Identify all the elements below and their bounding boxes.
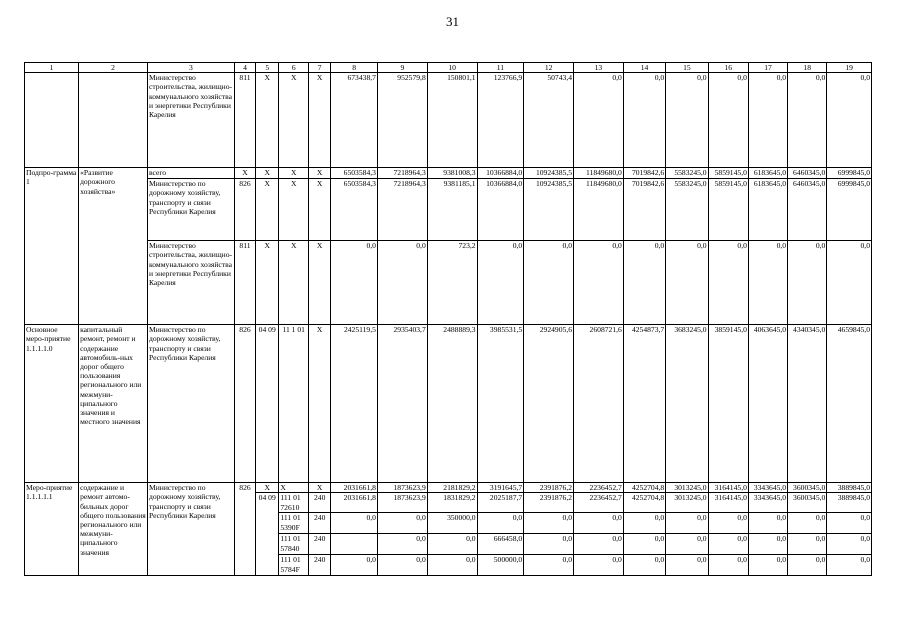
value-cell: 2025187,7 [477, 493, 524, 513]
value-cell: 7019842,6 [623, 179, 665, 241]
value-cell: 0,0 [666, 534, 708, 555]
value-cell: 5583245,0 [666, 179, 708, 241]
column-number-header: 12 [524, 63, 574, 73]
value-cell: 1873623,9 [377, 483, 427, 493]
value-cell: 673438,7 [331, 73, 378, 168]
value-cell: 0,0 [524, 555, 574, 576]
program-name-cell: Подпро-грамма 1 [25, 168, 79, 325]
value-cell: 0,0 [574, 534, 624, 555]
table-row [25, 179, 872, 241]
value-cell: 6999845,0 [827, 168, 872, 179]
code-cell: X [309, 241, 331, 325]
value-cell: 5583245,0 [666, 168, 708, 179]
code-cell: X [279, 179, 309, 241]
value-cell: 0,0 [331, 241, 378, 325]
code-cell: 111 01 57840 [279, 534, 309, 555]
value-cell: 10366884,0 [477, 179, 524, 241]
value-cell: 3889845,0 [827, 483, 872, 493]
page-number: 31 [446, 14, 459, 29]
executor-cell: Министерство строительства, жилищно-коммунального хозяйства и энергетики Республики Карелия [147, 73, 234, 168]
value-cell: 0,0 [477, 241, 524, 325]
value-cell: 7218964,3 [377, 179, 427, 241]
value-cell: 2236452,7 [574, 493, 624, 513]
value-cell: 0,0 [788, 73, 827, 168]
code-cell: 111 01 5390F [279, 513, 309, 534]
value-cell: 6183645,0 [748, 179, 787, 241]
value-cell: 0,0 [623, 241, 665, 325]
value-cell: 2181829,2 [427, 483, 477, 493]
value-cell: 2031661,8 [331, 493, 378, 513]
value-cell: 150801,1 [427, 73, 477, 168]
program-name-cell [25, 73, 79, 168]
value-cell: 0,0 [623, 73, 665, 168]
table-row [25, 73, 872, 168]
executor-cell: Министерство строительства, жилищно-коммунального хозяйства и энергетики Республики Карелия [147, 241, 234, 325]
value-cell: 6460345,0 [788, 168, 827, 179]
value-cell: 0,0 [748, 534, 787, 555]
value-cell: 0,0 [708, 534, 748, 555]
code-cell: X [309, 179, 331, 241]
value-cell: 0,0 [788, 513, 827, 534]
code-cell: X [309, 73, 331, 168]
value-cell: 0,0 [748, 241, 787, 325]
value-cell: 6183645,0 [748, 168, 787, 179]
value-cell: 0,0 [708, 513, 748, 534]
value-cell: 2608721,6 [574, 325, 624, 483]
value-cell: 10924385,5 [524, 179, 574, 241]
code-cell: X [309, 168, 331, 179]
column-number-header: 5 [256, 63, 279, 73]
value-cell: 10366884,0 [477, 168, 524, 179]
program-title-cell: «Развитие дорожного хозяйства» [79, 168, 148, 325]
value-cell: 6460345,0 [788, 179, 827, 241]
value-cell: 0,0 [574, 513, 624, 534]
column-number-header: 11 [477, 63, 524, 73]
value-cell: 5859145,0 [708, 179, 748, 241]
value-cell: 2391876,2 [524, 483, 574, 493]
program-name-cell: Меро-приятие 1.1.1.1.1 [25, 483, 79, 576]
value-cell: 3600345,0 [788, 493, 827, 513]
value-cell: 0,0 [788, 241, 827, 325]
header-row [25, 63, 872, 73]
executor-cell: Министерство по дорожному хозяйству, транспорту и связи Республики Карелия [147, 179, 234, 241]
code-cell: X [279, 241, 309, 325]
value-cell: 3683245,0 [666, 325, 708, 483]
executor-cell: Министерство по дорожному хозяйству, транспорту и связи Республики Карелия [147, 325, 234, 483]
code-cell: X [279, 73, 309, 168]
value-cell: 0,0 [666, 73, 708, 168]
code-cell: 811 [234, 73, 255, 168]
value-cell: 0,0 [788, 555, 827, 576]
table-row [25, 483, 872, 493]
value-cell: 0,0 [377, 513, 427, 534]
value-cell: 2391876,2 [524, 493, 574, 513]
value-cell: 2935403,7 [377, 325, 427, 483]
table-row [25, 168, 872, 179]
value-cell: 2924905,6 [524, 325, 574, 483]
value-cell: 0,0 [788, 534, 827, 555]
value-cell: 4252704,8 [623, 483, 665, 493]
value-cell: 2031661,8 [331, 483, 378, 493]
column-number-header: 1 [25, 63, 79, 73]
code-cell: 826 [234, 179, 255, 241]
budget-table [24, 62, 872, 576]
value-cell [331, 534, 378, 555]
value-cell: 0,0 [574, 555, 624, 576]
value-cell: 3889845,0 [827, 493, 872, 513]
code-cell: 04 09 [256, 325, 279, 483]
code-cell: 240 [309, 513, 331, 534]
code-cell: 240 [309, 493, 331, 513]
value-cell: 3013245,0 [666, 493, 708, 513]
column-number-header: 2 [79, 63, 148, 73]
value-cell: 0,0 [377, 534, 427, 555]
column-number-header: 17 [748, 63, 787, 73]
value-cell: 0,0 [666, 555, 708, 576]
value-cell: 10924385,5 [524, 168, 574, 179]
value-cell: 9381008,3 [427, 168, 477, 179]
value-cell: 0,0 [827, 555, 872, 576]
column-number-header: 6 [279, 63, 309, 73]
value-cell: 0,0 [748, 73, 787, 168]
value-cell: 0,0 [708, 241, 748, 325]
value-cell: 0,0 [827, 513, 872, 534]
column-number-header: 15 [666, 63, 708, 73]
code-cell: 111 01 72610 [279, 493, 309, 513]
executor-cell: всего [147, 168, 234, 179]
value-cell: 123766,9 [477, 73, 524, 168]
column-number-header: 18 [788, 63, 827, 73]
value-cell: 6503584,3 [331, 168, 378, 179]
value-cell: 6999845,0 [827, 179, 872, 241]
column-number-header: 8 [331, 63, 378, 73]
value-cell: 7218964,3 [377, 168, 427, 179]
value-cell: 0,0 [748, 555, 787, 576]
value-cell: 0,0 [377, 555, 427, 576]
value-cell: 0,0 [708, 73, 748, 168]
code-cell: X [279, 483, 309, 493]
program-title-cell: капитальный ремонт, ремонт и содержание автомобиль-ных дорог общего пользования регионального или межмуни-ципального значения и местного значения [79, 325, 148, 483]
value-cell: 1831829,2 [427, 493, 477, 513]
value-cell: 4254873,7 [623, 325, 665, 483]
value-cell: 1873623,9 [377, 493, 427, 513]
column-number-header: 3 [147, 63, 234, 73]
code-cell: X [309, 483, 331, 493]
code-cell: 04 09 [256, 493, 279, 576]
code-cell: 240 [309, 555, 331, 576]
value-cell: 0,0 [427, 534, 477, 555]
executor-cell: Министерство по дорожному хозяйству, транспорту и связи Республики Карелия [147, 483, 234, 576]
value-cell: 4063645,0 [748, 325, 787, 483]
table-row [25, 325, 872, 483]
code-cell: X [256, 73, 279, 168]
program-title-cell: содержание и ремонт автомо-бильных дорог общего пользования регионального или межмуни-ципального значения [79, 483, 148, 576]
value-cell: 0,0 [827, 73, 872, 168]
value-cell: 666458,0 [477, 534, 524, 555]
value-cell: 500000,0 [477, 555, 524, 576]
column-number-header: 4 [234, 63, 255, 73]
value-cell: 4659845,0 [827, 325, 872, 483]
value-cell: 0,0 [574, 73, 624, 168]
column-number-header: 19 [827, 63, 872, 73]
code-cell: X [256, 241, 279, 325]
column-number-header: 7 [309, 63, 331, 73]
value-cell: 7019842,6 [623, 168, 665, 179]
value-cell: 0,0 [427, 555, 477, 576]
value-cell: 0,0 [623, 555, 665, 576]
value-cell: 0,0 [477, 513, 524, 534]
value-cell: 2488889,3 [427, 325, 477, 483]
value-cell: 11849680,0 [574, 168, 624, 179]
value-cell: 350000,0 [427, 513, 477, 534]
value-cell: 0,0 [331, 555, 378, 576]
value-cell: 3985531,5 [477, 325, 524, 483]
value-cell: 723,2 [427, 241, 477, 325]
value-cell: 3013245,0 [666, 483, 708, 493]
value-cell: 0,0 [827, 534, 872, 555]
value-cell: 3859145,0 [708, 325, 748, 483]
value-cell: 4252704,8 [623, 493, 665, 513]
code-cell: X [256, 168, 279, 179]
value-cell: 0,0 [748, 513, 787, 534]
code-cell: 826 [234, 483, 255, 576]
value-cell: 11849680,0 [574, 179, 624, 241]
code-cell: X [309, 325, 331, 483]
program-title-cell [79, 73, 148, 168]
code-cell: X [256, 483, 279, 493]
value-cell: 3164145,0 [708, 483, 748, 493]
column-number-header: 10 [427, 63, 477, 73]
value-cell: 0,0 [827, 241, 872, 325]
value-cell: 0,0 [574, 241, 624, 325]
value-cell: 0,0 [524, 241, 574, 325]
value-cell: 0,0 [623, 534, 665, 555]
code-cell: X [279, 168, 309, 179]
value-cell: 952579,8 [377, 73, 427, 168]
column-number-header: 13 [574, 63, 624, 73]
value-cell: 4340345,0 [788, 325, 827, 483]
code-cell: 811 [234, 241, 255, 325]
code-cell: X [256, 179, 279, 241]
value-cell: 2425119,5 [331, 325, 378, 483]
value-cell: 3343645,0 [748, 493, 787, 513]
value-cell: 3600345,0 [788, 483, 827, 493]
value-cell: 50743,4 [524, 73, 574, 168]
value-cell: 0,0 [331, 513, 378, 534]
code-cell: 111 01 5784F [279, 555, 309, 576]
value-cell: 6503584,3 [331, 179, 378, 241]
table-row [25, 241, 872, 325]
value-cell: 0,0 [524, 513, 574, 534]
value-cell: 2236452,7 [574, 483, 624, 493]
value-cell: 3343645,0 [748, 483, 787, 493]
column-number-header: 9 [377, 63, 427, 73]
code-cell: 11 1 01 [279, 325, 309, 483]
value-cell: 5859145,0 [708, 168, 748, 179]
column-number-header: 14 [623, 63, 665, 73]
value-cell: 0,0 [708, 555, 748, 576]
code-cell: 240 [309, 534, 331, 555]
column-number-header: 16 [708, 63, 748, 73]
code-cell: X [234, 168, 255, 179]
code-cell: 826 [234, 325, 255, 483]
value-cell: 0,0 [623, 513, 665, 534]
value-cell: 0,0 [377, 241, 427, 325]
value-cell: 0,0 [666, 241, 708, 325]
value-cell: 0,0 [524, 534, 574, 555]
program-name-cell: Основное меро-приятие 1.1.1.1.0 [25, 325, 79, 483]
value-cell: 0,0 [666, 513, 708, 534]
value-cell: 3164145,0 [708, 493, 748, 513]
value-cell: 3191645,7 [477, 483, 524, 493]
value-cell: 9381185,1 [427, 179, 477, 241]
